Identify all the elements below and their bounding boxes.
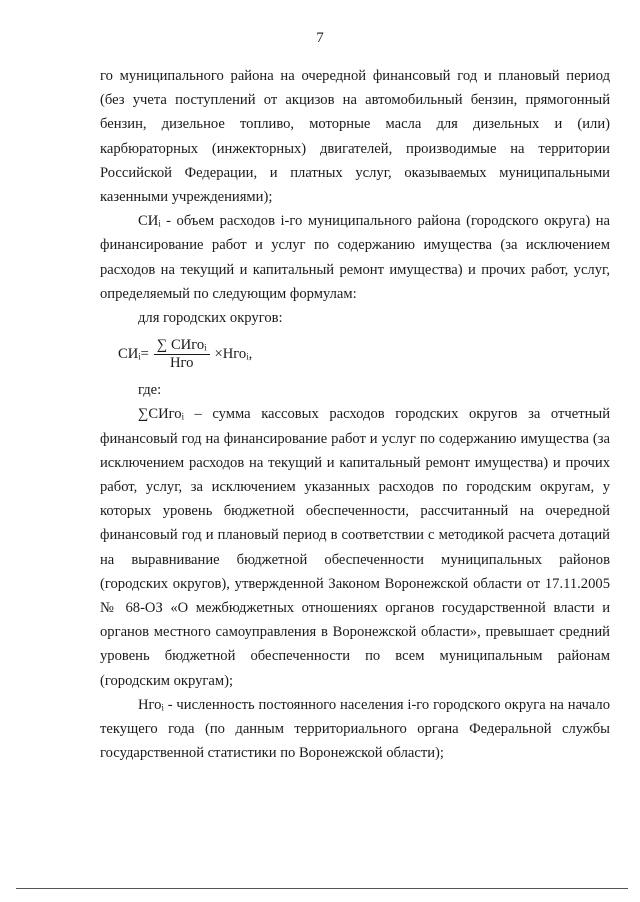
paragraph-sum-definition: ∑СИгоᵢ – сумма кассовых расходов городских округов за отчетный финансовый год на финансирование работ и услуг по содержанию имущества (за исключением расходов на текущий и капитальный ремонт имущества) и прочих работ, услуг, за исключением указанных расходов по городским округам, у которых уровень бюджетной обеспеченности, рассчитанный на очередной финансовый год и плановый период в соответствии с методикой расчета дотаций на выравнивание бюджетной обеспеченности муниципальных районов (городских округов), утвержденной Законом Воронежской области от 17.11.2005 № 68-ОЗ «О межбюджетных отношениях органов государственной власти и органов местного самоуправления в Воронежской области», превышает средний уровень бюджетной обеспеченности по всем муниципальным районам (городским округам); [100, 406, 610, 689]
paragraph-continuation: го муниципального района на очередной финансовый год и плановый период (без учета поступлений от акцизов на автомобильный бензин, прямогонный бензин, дизельное топливо, моторные масла для дизельных и (или) карбюраторных (инжекторных) двигателей, производимые на территории Российской Федерации, и платных услуг, оказываемых муниципальными казенными учреждениями); [100, 68, 610, 206]
label-city-districts: для городских округов: [138, 310, 283, 327]
formula-lhs: СИᵢ= [118, 346, 149, 363]
formula-fraction [152, 337, 212, 372]
formula-si [118, 330, 610, 378]
paragraph-si-definition: СИᵢ - объем расходов i-го муниципального района (городского округа) на финансирование работ и услуг по содержанию имущества (за исключением расходов на текущий и капитальный ремонт имущества) и прочих работ, услуг, определяемый по следующим формулам: [100, 213, 610, 302]
page-number: 7 [316, 30, 324, 46]
label-where: где: [138, 382, 162, 399]
page-bottom-rule [16, 888, 628, 889]
formula-rhs: ×Нгоᵢ, [214, 346, 253, 363]
formula-denominator: Нго [169, 354, 194, 371]
document-body [100, 64, 610, 765]
paragraph-population-definition: Нгоᵢ - численность постоянного населения i-го городского округа на начало текущего года (по данным территориального органа Федеральной службы государственной статистики по Воронежской области); [100, 696, 610, 762]
formula-numerator: ∑ СИгоᵢ [156, 336, 207, 353]
